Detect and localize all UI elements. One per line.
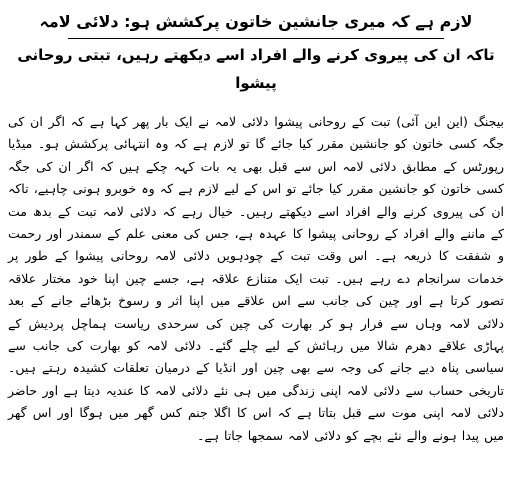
headline-main: لازم ہے کہ میری جانشین خاتون پرکشش ہو: دلائی لامہ: [39, 12, 473, 31]
headline-subtitle: تاکہ ان کی پیروی کرنے والے افراد اسے دیکھتے رہیں، تبتی روحانی پیشوا: [17, 46, 495, 92]
headline-divider: [68, 38, 445, 39]
article-body: بیجنگ (این این آئی) تبت کے روحانی پیشوا دلائی لامہ نے ایک بار پھر کہا ہے کہ اگر ان کی جگہ کسی خاتون کو جانشین مقرر کیا جائے گا تو لازم ہے کہ وہ انتہائی پرکشش ہو۔ میڈیا رپورٹس کے مطابق دلائی لامہ اس سے قبل بھی یہ بات کہہ چکے ہیں کہ اگر ان کی جگہ کسی خاتون کو جانشین مقرر کیا جائے تو اس کے لیے لازم ہے کہ وہ خوبرو ہونی چاہیے، تاکہ ان کی پیروی کرنے والے افراد اسے دیکھتے رہیں۔ خیال رہے کہ دلائی لامہ تبت کے بدھ مت کے ماننے والے افراد کے روحانی پیشوا کا عہدہ ہے، جس کی معنی علم کے سمندر اور رحمت و شفقت کا ذریعہ ہے۔ اس وقت تبت کے چودہویں دلائی لامہ روحانی پیشوا کے طور پر خدمات سرانجام دے رہے ہیں۔ تبت ایک متنازع علاقہ ہے، جسے چین اپنا خود مختار علاقہ تصور کرتا ہے اور چین کی جانب سے اس علاقے میں اپنا اثر و رسوخ بڑھائے جانے کے بعد دلائی لامہ وہاں سے فرار ہو کر بھارت کی چین کی سرحدی ریاست ہماچل پردیش کے پہاڑی علاقے دھرم شالا میں رہائش کے لیے چلے گئے۔ دلائی لامہ کو بھارت کی جانب سے سیاسی پناہ دیے جانے کی وجہ سے بھی چین اور انڈیا کے درمیان تعلقات کشیدہ رہتے ہیں۔ تاریخی حساب سے دلائی لامہ اپنی زندگی میں ہی نئے دلائی لامہ کا عندیہ دیتا ہے اور حاضر دلائی لامہ اپنی موت سے قبل بتاتا ہے کہ اس کا اگلا جنم کس گھر میں ہوگا اور اس گھر میں پیدا ہونے والے نئے بچے کو دلائی لامہ سمجھا جاتا ہے۔: [8, 114, 504, 443]
